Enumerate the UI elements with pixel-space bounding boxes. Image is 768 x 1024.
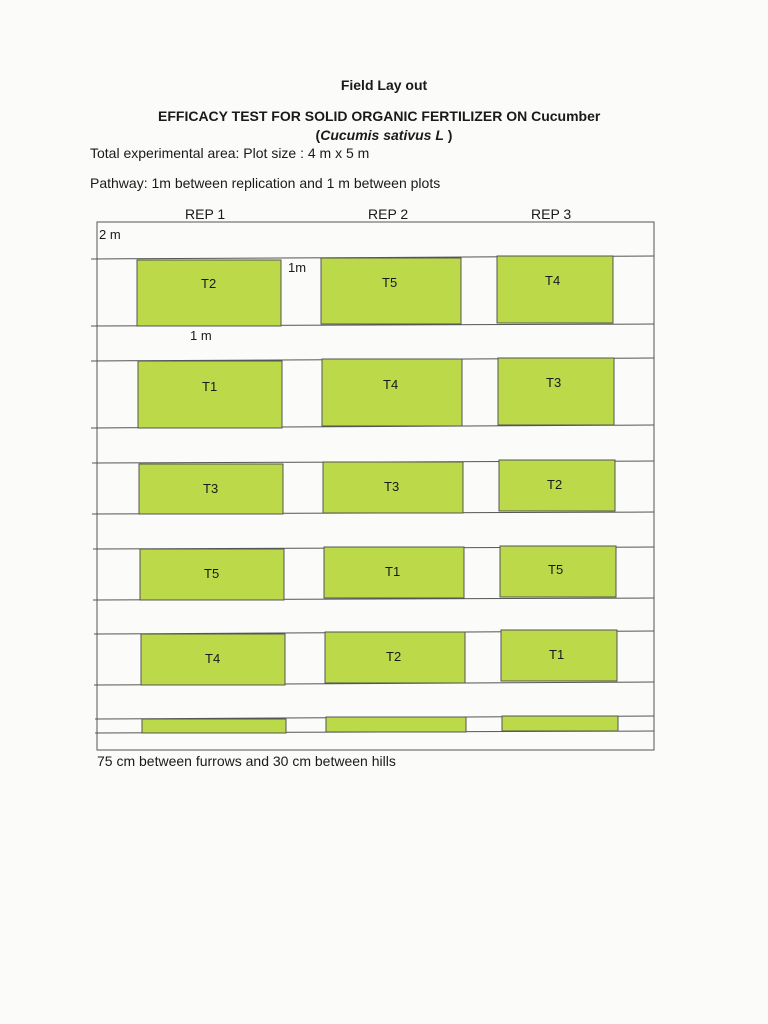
rep-3-label: REP 3 bbox=[531, 206, 572, 222]
plot-label: T1 bbox=[202, 379, 218, 394]
plot-r2-rep3 bbox=[498, 358, 614, 425]
species-open: ( bbox=[315, 127, 321, 143]
rep-1-label: REP 1 bbox=[185, 206, 226, 222]
plot-label: T1 bbox=[385, 564, 401, 579]
plot-label: T3 bbox=[203, 481, 219, 496]
pathway-text: Pathway: 1m between replication and 1 m between plots bbox=[90, 175, 441, 191]
plot-label: T5 bbox=[204, 566, 220, 581]
plot-label: T4 bbox=[545, 273, 561, 288]
plot-label: T5 bbox=[382, 275, 398, 290]
plot-partial-rep1 bbox=[142, 719, 286, 733]
row-gap-label: 1 m bbox=[190, 328, 212, 343]
plot-label: T3 bbox=[546, 375, 562, 390]
plot-label: T4 bbox=[205, 651, 221, 666]
species-name: Cucumis sativus L bbox=[320, 127, 444, 143]
plot-r1-rep3 bbox=[497, 256, 613, 323]
rep-2-label: REP 2 bbox=[368, 206, 409, 222]
experimental-area-text: Total experimental area: Plot size : 4 m x 5 m bbox=[90, 145, 370, 161]
plot-r2-rep1 bbox=[138, 361, 282, 428]
spacing-note: 75 cm between furrows and 30 cm between hills bbox=[97, 753, 396, 769]
species-close: ) bbox=[443, 127, 453, 143]
plot-label: T4 bbox=[383, 377, 399, 392]
plot-label: T2 bbox=[201, 276, 217, 291]
experiment-title: EFFICACY TEST FOR SOLID ORGANIC FERTILIZER ON Cucumber bbox=[158, 108, 601, 124]
plot-label: T3 bbox=[384, 479, 400, 494]
plot-label: T2 bbox=[386, 649, 402, 664]
plot-partial-rep3 bbox=[502, 716, 618, 731]
plot-partial-rep2 bbox=[326, 717, 466, 732]
plot-label: T2 bbox=[547, 477, 563, 492]
plot-r1-rep2 bbox=[321, 258, 461, 324]
plot-label: T1 bbox=[549, 647, 565, 662]
page-title: Field Lay out bbox=[340, 77, 428, 93]
plot-label: T5 bbox=[548, 562, 564, 577]
plot-gap-label: 1m bbox=[288, 260, 307, 275]
border-width-label: 2 m bbox=[99, 227, 121, 242]
plot-r1-rep1 bbox=[137, 260, 281, 326]
plot-r2-rep2 bbox=[322, 359, 462, 426]
